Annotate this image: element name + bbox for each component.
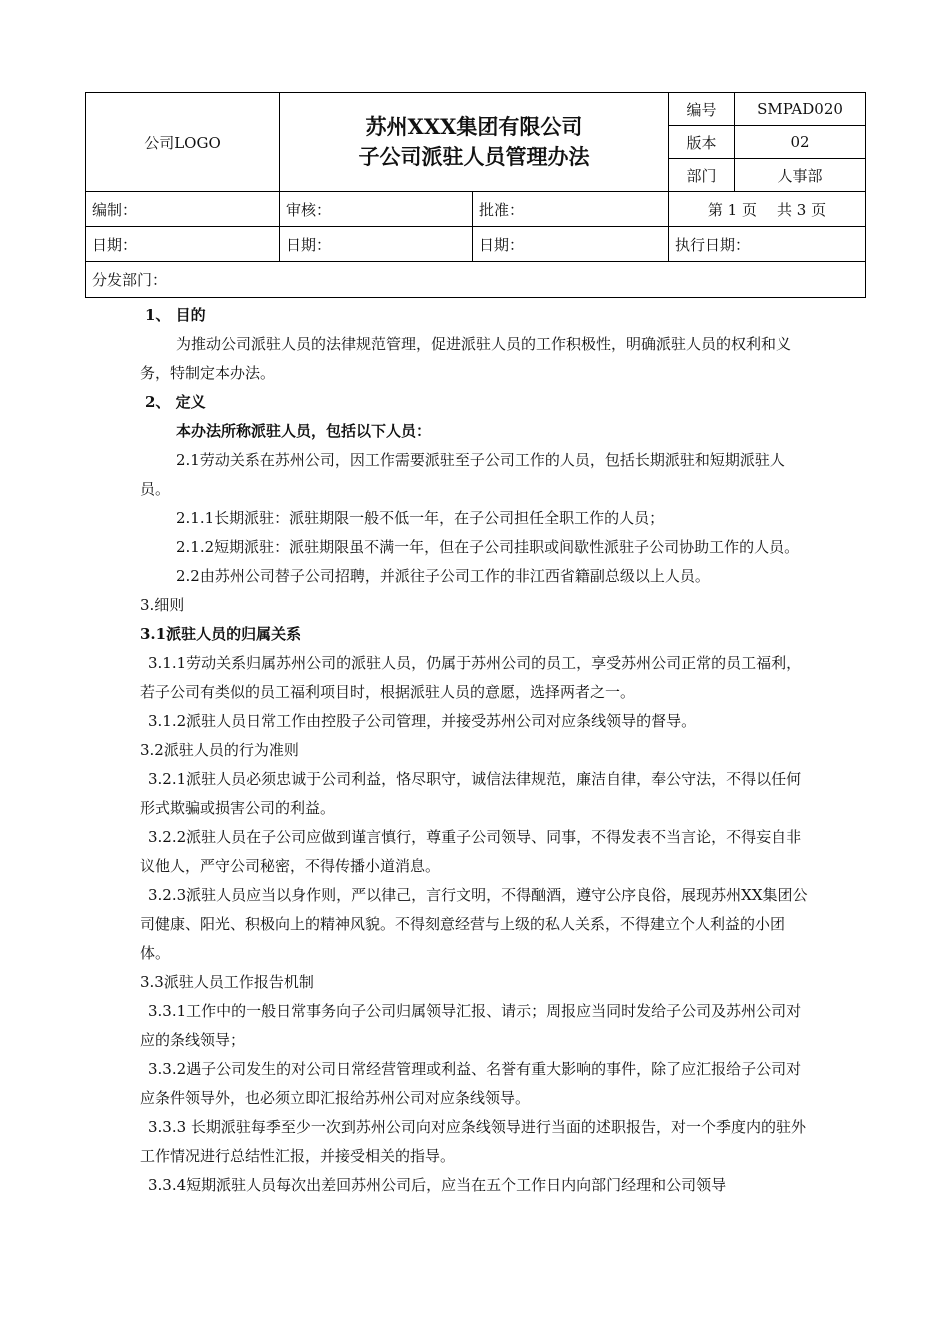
paragraph: 3.2.2派驻人员在子公司应做到谨言慎行，尊重子公司领导、同事，不得发表不当言论，不得妄自非议他人，严守公司秘密，不得传播小道消息。 xyxy=(140,828,802,875)
paragraph: 本办法所称派驻人员，包括以下人员： xyxy=(176,422,432,440)
paragraph: 为推动公司派驻人员的法律规范管理，促进派驻人员的工作积极性，明确派驻人员的权利和义务，特制定本办法。 xyxy=(140,335,792,382)
department-label: 部门 xyxy=(669,159,735,192)
page-total: 共 3 页 xyxy=(777,200,827,219)
reviewed-by-field: 审核： xyxy=(280,192,473,227)
company-name: 苏州XXX集团有限公司 xyxy=(365,114,583,139)
prepared-by-field: 编制： xyxy=(86,192,280,227)
paragraph: 3.3.3 长期派驻每季至少一次到苏州公司向对应条线领导进行当面的述职报告，对一个季度内的驻外工作情况进行总结性汇报，并接受相关的指导。 xyxy=(140,1118,806,1165)
page-current: 第 1 页 xyxy=(707,200,757,219)
paragraph: 3.3.2遇子公司发生的对公司日常经营管理或利益、名誉有重大影响的事件，除了应汇报给子公司对应条件领导外，也必须立即汇报给苏州公司对应条线领导。 xyxy=(140,1060,802,1107)
document-title xyxy=(280,93,669,192)
department-value: 人事部 xyxy=(735,159,866,192)
paragraph: 2.1劳动关系在苏州公司，因工作需要派驻至子公司工作的人员，包括长期派驻和短期派驻人员。 xyxy=(140,451,785,498)
paragraph: 3.3派驻人员工作报告机制 xyxy=(140,973,314,991)
paragraph: 3.细则 xyxy=(140,596,185,614)
page-indicator xyxy=(669,192,866,227)
prepared-date-field: 日期： xyxy=(86,227,280,262)
document-body xyxy=(140,301,810,1200)
company-logo-placeholder: 公司LOGO xyxy=(86,93,280,192)
paragraph: 2.1.2短期派驻：派驻期限虽不满一年，但在子公司挂职或间歇性派驻子公司协助工作的人员。 xyxy=(176,538,800,556)
paragraph: 2.2由苏州公司替子公司招聘，并派往子公司工作的非江西省籍副总级以上人员。 xyxy=(176,567,710,585)
section-heading: 2、 定义 xyxy=(145,393,206,411)
version-label: 版本 xyxy=(669,126,735,159)
paragraph: 3.3.1工作中的一般日常事务向子公司归属领导汇报、请示；周报应当同时发给子公司及苏州公司对应的条线领导； xyxy=(140,1002,802,1049)
paragraph: 3.2.1派驻人员必须忠诚于公司利益，恪尽职守，诚信法律规范，廉洁自律，奉公守法，不得以任何形式欺骗或损害公司的利益。 xyxy=(140,770,802,817)
section-heading: 1、 目的 xyxy=(145,306,206,324)
paragraph: 3.2.3派驻人员应当以身作则，严以律己，言行文明，不得酗酒，遵守公序良俗，展现苏州XX集团公司健康、阳光、积极向上的精神风貌。不得刻意经营与上级的私人关系，不得建立个人利益的小团体。 xyxy=(140,886,808,962)
execution-date-field: 执行日期： xyxy=(669,227,866,262)
approved-date-field: 日期： xyxy=(473,227,669,262)
paragraph: 3.3.4短期派驻人员每次出差回苏州公司后，应当在五个工作日内向部门经理和公司领导 xyxy=(148,1176,727,1194)
paragraph: 3.1.2派驻人员日常工作由控股子公司管理，并接受苏州公司对应条线领导的督导。 xyxy=(148,712,697,730)
document-name: 子公司派驻人员管理办法 xyxy=(358,144,590,169)
reviewed-date-field: 日期： xyxy=(280,227,473,262)
code-value: SMPAD020 xyxy=(735,93,866,126)
document-header-table xyxy=(85,92,866,298)
paragraph: 3.1派驻人员的归属关系 xyxy=(140,625,302,643)
distribution-field: 分发部门： xyxy=(86,262,866,298)
paragraph: 3.2派驻人员的行为准则 xyxy=(140,741,299,759)
version-value: 02 xyxy=(735,126,866,159)
paragraph: 2.1.1长期派驻：派驻期限一般不低一年，在子公司担任全职工作的人员； xyxy=(176,509,665,527)
paragraph: 3.1.1劳动关系归属苏州公司的派驻人员，仍属于苏州公司的员工，享受苏州公司正常的员工福利，若子公司有类似的员工福利项目时，根据派驻人员的意愿，选择两者之一。 xyxy=(140,654,802,701)
approved-by-field: 批准： xyxy=(473,192,669,227)
code-label: 编号 xyxy=(669,93,735,126)
